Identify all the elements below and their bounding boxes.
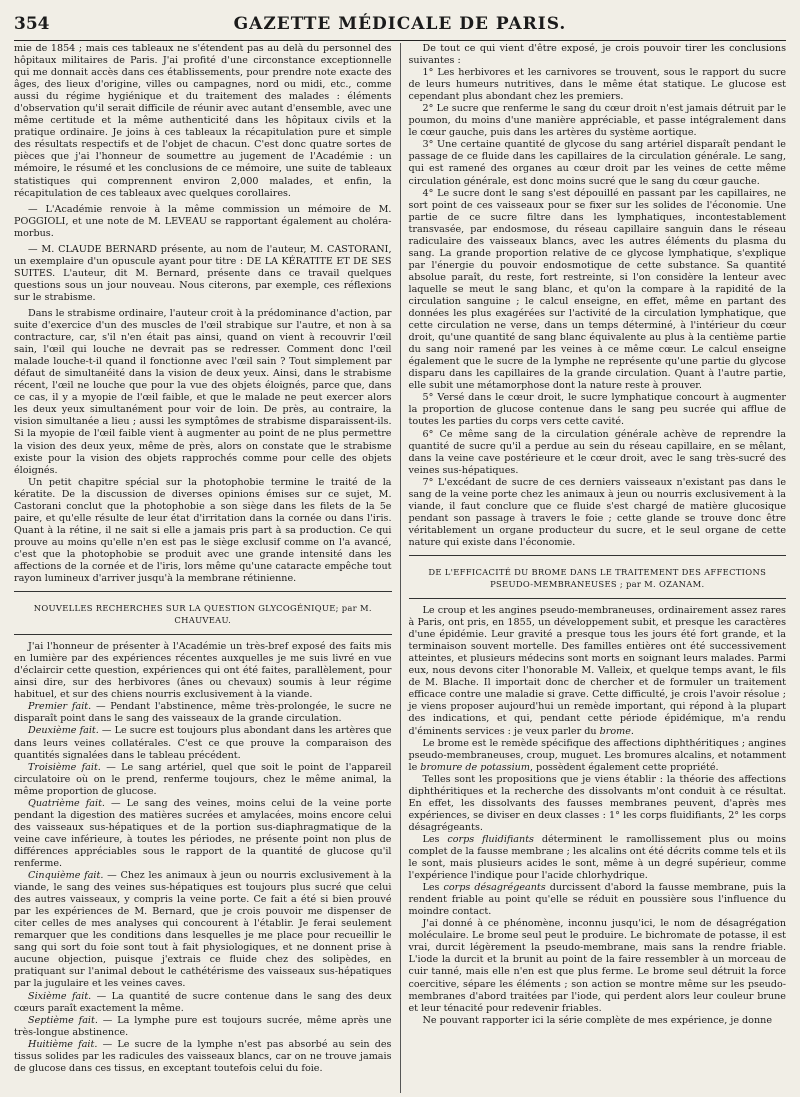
fact-label: Huitième fait. [28, 1038, 98, 1050]
paragraph [409, 834, 787, 882]
emphasis: corps désagrégeants [443, 882, 546, 894]
paragraph [409, 882, 787, 918]
journal-title: GAZETTE MÉDICALE DE PARIS. [233, 14, 567, 34]
conclusion-item: 3° Une certaine quantité de glycose du sang artériel disparaît pendant le passage de ce fluide dans les capillaires de la circulation générale. Le sang, qui est ramené des organes au cœur droit par les veines de cette même circulation générale, est donc moins sucré que le sang du cœur gauche. [408, 139, 786, 187]
paragraph: J'ai l'honneur de présenter à l'Académie un très-bref exposé des faits mis en lumière par des expériences récentes auxquelles je me suis livré en vue d'éclaircir cette question, expériences qui ont été faites, parallèlement, pour ainsi dire, sur des herbivores (ânes ou chevaux) soumis à leur régime habituel, et sur des chiens nourris exclusivement à la viande. [14, 641, 392, 701]
paragraph [409, 738, 787, 774]
text-run: Le brome est le remède spécifique des affections diphthéritiques ; angines pseudo-membraneuses, croup, muguet. Les bromures alcalins, et notamment le [408, 737, 786, 773]
fact-paragraph [14, 701, 392, 725]
fact-text: — Le sucre est toujours plus abondant dans les artères que dans leurs veines collatérales. C'est ce que prouve la comparaison des quantités signalées dans le tableau précédent. [14, 725, 392, 761]
section-divider [14, 591, 392, 592]
text-run: déterminent le ramollissement plus ou moins complet de la fausse membrane ; les alcalins ont été décrits comme tels et ils le sont, mais plusieurs acides le sont, même à un degré supérieur, comme l'expérience l'indique pour l'acide chlorhydrique. [408, 833, 786, 882]
fact-paragraph [14, 991, 392, 1015]
text-run: Les [422, 882, 444, 894]
fact-text: — Pendant l'abstinence, même très-prolongée, le sucre ne disparaît point dans le sang des vaisseaux de la grande circulation. [14, 701, 392, 725]
fact-paragraph [14, 870, 392, 990]
paragraph: Telles sont les propositions que je viens établir : la théorie des affections diphthéritiques et la recherche des dissolvants m'ont conduit à ce résultat. En effet, les dissolvants des fausses membranes peuvent, d'après mes expériences, se diviser en deux classes : 1° les corps fluidifiants, 2° les corps désagrégeants. [408, 773, 786, 833]
fact-text: — La lymphe pure est toujours sucrée, même après une très-longue abstinence. [14, 1014, 392, 1038]
paragraph: Un petit chapitre spécial sur la photophobie termine le traité de la kératite. De la discussion de diverses opinions émises sur ce sujet, M. Castorani conclut que la photophobie a son siège dans les filets de la 5e paire, et qu'elle résulte de leur état d'irritation dans la cornée ou dans l'iris. Quant à la rétine, il ne sait si elle a jamais pris part à sa production. Ce qui prouve au moins qu'elle n'en est pas le siège exclusif comme on l'a avancé, c'est que la photophobie se produit avec une grande intensité dans les affections de la cornée et de l'iris, lors même qu'une cataracte empêche tout rayon lumineux d'arriver jusqu'à la membrane rétinienne. [14, 476, 392, 585]
section-divider [14, 634, 392, 635]
fact-label: Troisième fait. [28, 761, 101, 773]
paragraph [409, 605, 787, 738]
fact-text: — Le sang artériel, quel que soit le point de l'appareil circulatoire où on le prend, renferme toujours, chez le même animal, la même proportion de glucose. [14, 761, 392, 797]
text-run: durcissent d'abord la fausse membrane, puis la rendent friable au point qu'elle se réduit en poussière sous l'influence du moindre contact. [408, 882, 786, 918]
conclusion-item: 7° L'excédant de sucre de ces derniers vaisseaux n'existant pas dans le sang de la veine porte chez les animaux à jeun ou nourris exclusivement à la viande, il faut conclure que ce fluide s'est chargé de matière glucosique pendant son passage à travers le foie ; cette glande se trouve donc être véritablement un organe producteur du sucre, et le seul organe de cette nature qui existe dans l'économie. [408, 476, 786, 548]
emphasis: bromure de potassium [420, 761, 530, 773]
section-divider [409, 598, 787, 599]
text-run: Le croup et les angines pseudo-membraneuses, ordinairement assez rares à Paris, ont pris, en 1855, un développement subit, et presque les caractères d'une épidémie. Leur gravité a presque tous les jours été fort grande, et la terminaison souvent mortelle. Des familles entières ont été successivement atteintes, et plusieurs médecins sont morts en soignant leurs malades. Parmi eux, nous devons citer l'honorable M. Valleix, et quelque temps avant, le fils de M. Blache. Il importait donc de chercher et de formuler un traitement efficace contre une maladie si grave. Cette difficulté, je crois l'avoir résolue ; je viens proposer aujourd'hui un remède important, qui répond à la plupart des indications, et qui, pendant cette période épidémique, m'a rendu d'éminents services : je veux parler du [408, 605, 786, 737]
conclusion-item: 1° Les herbivores et les carnivores se trouvent, sous le rapport du sucre de leurs humeurs nutritives, dans le même état statique. Le glucose est cependant plus abondant chez les premiers. [408, 67, 786, 103]
fact-paragraph [14, 725, 392, 761]
text-run: , possèdent également cette propriété. [529, 761, 719, 773]
conclusion-item: 5° Versé dans le cœur droit, le sucre lymphatique concourt à augmenter la proportion de glucose contenue dans le sang peu sucrée qui afflue de toutes les parties du corps vers cette cavité. [408, 392, 786, 428]
section-divider [409, 555, 787, 556]
paragraph: — M. CLAUDE BERNARD présente, au nom de l'auteur, M. CASTORANI, un exemplaire d'un opuscule ayant pour titre : DE LA KÉRATITE ET DE SES SUITES. L'auteur, dit M. Bernard, présente dans ce travail quelques questions sous un jour nouveau. Nous citerons, par exemple, ces réflexions sur le strabisme. [14, 243, 392, 303]
fact-label: Deuxième fait. [28, 725, 99, 737]
fact-text: — La quantité de sucre contenue dans le sang des deux cœurs paraît exactement la même. [14, 990, 392, 1014]
paragraph: J'ai donné à ce phénomène, inconnu jusqu'ici, le nom de désagrégation moléculaire. Le brome seul peut le produire. Le bichromate de potasse, il est vrai, durcit légèrement la pseudo-membrane, mais sans la rendre friable. L'iode la durcit et la brunit au point de la faire ressembler à un morceau de cuir tanné, mais elle n'en est que plus ferme. Le brome seul détruit la force coercitive, sépare les éléments ; son action se montre même sur les pseudo-membranes d'abord traitées par l'iode, qui perdent alors leur couleur brune et leur ténacité pour redevenir friables. [408, 918, 786, 1014]
emphasis: brome. [599, 725, 634, 737]
page-number: 354 [14, 14, 50, 34]
fact-text: — Chez les animaux à jeun ou nourris exclusivement à la viande, le sang des veines sus-hépatiques est toujours plus sucré que celui des autres vaisseaux, y compris la veine porte. Ce fait a été si bien prouvé par les expériences de M. Bernard, que je crois pouvoir me dispenser de citer celles de mes analyses qui concourent à l'établir. Je ferai seulement remarquer que les conditions dans lesquelles je me place pour recueillir le sang qui sort du foie sont tout à fait physiologiques, et ne donnent prise à aucune objection, puisque j'extrais ce fluide chez des solipèdes, en pratiquant sur l'animal debout le cathétérisme des vaisseaux sus-hépatiques par la jugulaire et les veines caves. [14, 870, 392, 990]
fact-paragraph [14, 762, 392, 798]
columns [14, 43, 786, 1093]
text-run: Les [422, 833, 448, 845]
fact-label: Premier fait. [28, 701, 92, 713]
right-column [400, 43, 787, 1093]
paragraph: — L'Académie renvoie à la même commission un mémoire de M. POGGIOLI, et une note de M. LEVEAU se rapportant également au choléra-morbus. [14, 203, 392, 239]
section-heading: NOUVELLES RECHERCHES SUR LA QUESTION GLYCOGÉNIQUE; par M. CHAUVEAU. [33, 603, 372, 626]
emphasis: corps fluidifiants [447, 833, 534, 845]
fact-text: — Le sucre de la lymphe n'est pas absorbé au sein des tissus solides par les radicules des vaisseaux blancs, car on ne trouve jamais de glucose dans ces tissus, en exceptant toutefois celui du foie. [14, 1038, 392, 1074]
fact-label: Quatrième fait. [28, 797, 105, 809]
section-heading-line2: PSEUDO-MEMBRANEUSES ; par M. OZANAM. [490, 579, 705, 590]
conclusion-item: 6° Ce même sang de la circulation générale achève de reprendre la quantité de sucre qu'il a perdue au sein du réseau capillaire, en se mêlant, dans la veine cave postérieure et le cœur droit, avec le sang très-sucré des veines sus-hépatiques. [408, 428, 786, 476]
paragraph: Dans le strabisme ordinaire, l'auteur croit à la prédominance d'action, par suite d'exercice d'un des muscles de l'œil strabique sur l'autre, et non à sa contracture, car, s'il n'en était pas ainsi, quand on vient à recouvrir l'œil sain, l'œil qui louche ne devrait pas se redresser. Comment donc l'œil malade louche-t-il quand il fonctionne avec l'œil sain ? Tout simplement par défaut de simultanéité dans la vision de deux yeux. Ainsi, dans le strabisme récent, l'œil ne louche que pour la vue des objets éloignés, parce que, dans ce cas, il y a myopie de l'œil faible, et que le malade ne peut exercer alors les deux yeux simultanément pour voir de loin. De près, au contraire, la vision simultanée a lieu ; aussi les symptômes de strabisme disparaissent-ils. Si la myopie de l'œil faible vient à augmenter au point de ne plus permettre la vision des deux yeux, même de près, alors on constate que le strabisme existe pour la vision des objets rapprochés comme pour celle des objets éloignés. [14, 307, 392, 476]
fact-text: — Le sang des veines, moins celui de la veine porte pendant la digestion des matières sucrées et amylacées, moins encore celui des vaisseaux sus-hépatiques et de la portion sus-diaphragmatique de la veine cave inférieure, à toutes les périodes, ne présente point non plus de différences appréciables sous le rapport de la quantité de glucose qu'il renferme. [14, 797, 392, 869]
paragraph: De tout ce qui vient d'être exposé, je crois pouvoir tirer les conclusions suivantes : [408, 43, 786, 67]
conclusion-item: 2° Le sucre que renferme le sang du cœur droit n'est jamais détruit par le poumon, du moins d'une manière appréciable, et passe intégralement dans le cœur gauche, puis dans les artères du système aortique. [408, 103, 786, 139]
paragraph: mie de 1854 ; mais ces tableaux ne s'étendent pas au delà du personnel des hôpitaux militaires de Paris. J'ai profité d'une circonstance exceptionnelle qui me donnait accès dans ces établissements, pour prendre note exacte des âges, des lieux d'origine, villes ou campagnes, nord ou midi, etc., comme aussi du régime hygiénique et du traitement des malades : éléments d'observation qu'il serait difficile de réunir avec autant d'ensemble, avec une même certitude et la même authenticité dans les hôpitaux civils et la pratique ordinaire. Je joins à ces tableaux la récapitulation pure et simple des résultats respectifs et de l'objet de chacun. C'est donc quatre sortes de pièces que j'ai l'honneur de soumettre au jugement de l'Académie : un mémoire, le résumé et les conclusions de ce mémoire, une suite de tableaux statistiques qui comprennent environ 2,000 malades, et enfin, la récapitulation de ces tableaux avec quelques corollaires. [14, 43, 392, 199]
page-header [14, 14, 786, 41]
fact-paragraph [14, 798, 392, 870]
paragraph: Ne pouvant rapporter ici la série complète de mes expérience, je donne [422, 1014, 772, 1026]
fact-paragraph [14, 1015, 392, 1039]
fact-label: Septième fait. [28, 1014, 98, 1026]
section-heading-line1: DE L'EFFICACITÉ DU BROME DANS LE TRAITEMENT DES AFFECTIONS [428, 566, 767, 577]
conclusion-item: 4° Le sucre dont le sang s'est dépouillé en passant par les capillaires, ne sort point de ces vaisseaux pour se fixer sur les solides de l'économie. Une partie de ce sucre filtre dans les lymphatiques, incontestablement transvasée, par endosmose, du réseau capillaire sanguin dans le réseau radiculaire des vaisseaux blancs, avec les autres éléments du plasma du sang. La grande proportion relative de ce glycose lymphatique, s'explique par l'énergie du pouvoir endosmotique de cette substance. Sa quantité absolue paraît, du reste, fort restreinte, si l'on considère la lenteur avec laquelle se meut le sang blanc, et qu'on la compare à la rapidité de la circulation sanguine ; le calcul enseigne, en effet, même en partant des données les plus exagérées sur l'activité de la circulation lymphatique, que cette circulation ne verse, dans un temps déterminé, à l'intérieur du cœur droit, qu'une quantité de sang blanc équivalente au plus à la centième partie du sang noir ramené par les veines à ce même cœur. Le calcul enseigne également que le sucre de la lymphe ne représente qu'une partie du glycose disparu dans les capillaires de la grande circulation. Quant à l'autre partie, elle subit une métamorphose dont la nature reste à prouver. [408, 187, 786, 392]
fact-label: Sixième fait. [28, 990, 92, 1002]
fact-paragraph [14, 1039, 392, 1075]
fact-label: Cinquième fait. [28, 870, 104, 882]
left-column [14, 43, 392, 1093]
